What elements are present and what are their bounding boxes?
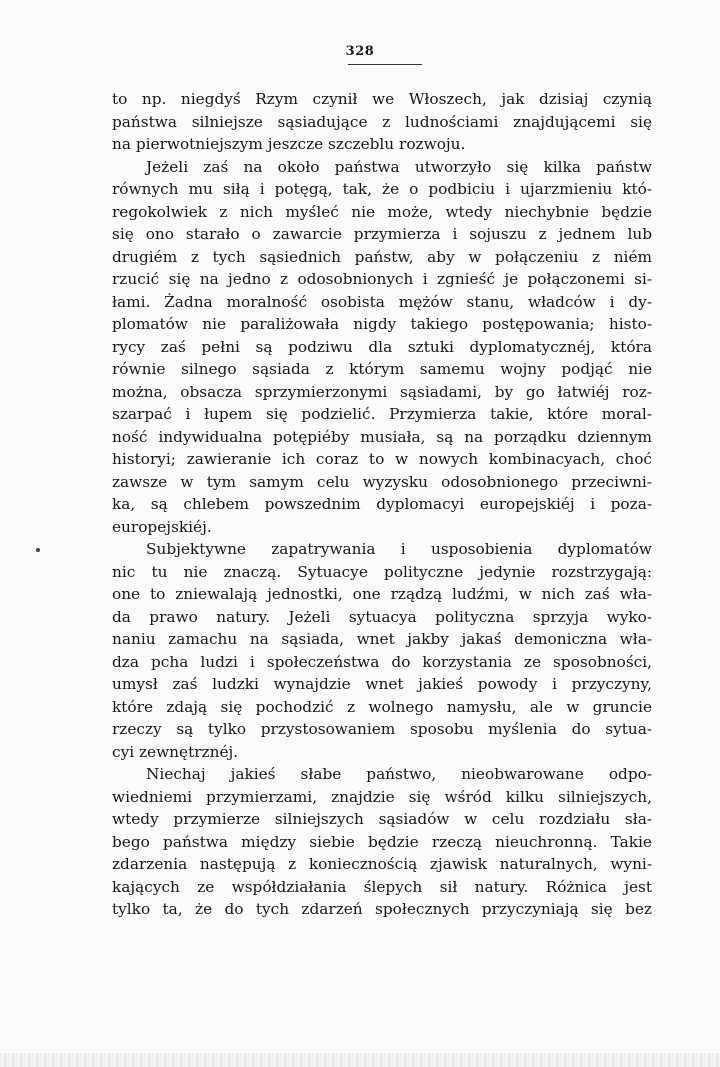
margin-speck (36, 548, 40, 552)
text-line: umysł zaś ludzki wynajdzie wnet jakieś powody i przyczyny, (112, 675, 652, 693)
text-line: to np. niegdyś Rzym czynił we Włoszech, jak dzisiaj czynią (112, 90, 652, 108)
text-line: one to zniewalają jednostki, one rządzą ludźmi, w nich zaś wła- (112, 585, 652, 603)
text-line: europejskiéj. (112, 517, 212, 536)
text-line: łami. Żadna moralność osobista mężów stanu, władców i dy- (112, 292, 652, 311)
paragraph (112, 538, 652, 763)
text-line: regokolwiek z nich myśleć nie może, wtedy niechybnie będzie (112, 202, 652, 221)
text-line: zawsze w tym samym celu wyzysku odosobnionego przeciwni- (112, 472, 652, 491)
text-line: ka, są chlebem powszednim dyplomacyi europejskiéj i poza- (112, 495, 652, 513)
body-text (112, 88, 652, 921)
text-line: da prawo natury. Jeżeli sytuacya polityczna sprzyja wyko- (112, 607, 652, 626)
text-line: rzucić się na jedno z odosobnionych i zgnieść je połączonemi si- (112, 270, 652, 288)
text-line: zdarzenia następują z koniecznością zjawisk naturalnych, wyni- (112, 855, 652, 873)
page-bottom-edge (0, 1053, 720, 1067)
paragraph (112, 156, 652, 539)
text-line: naniu zamachu na sąsiada, wnet jakby jakaś demoniczna wła- (112, 630, 652, 648)
text-line: państwa silniejsze sąsiadujące z ludnościami znajdującemi się (112, 112, 652, 131)
text-line: wtedy przymierze silniejszych sąsiadów w celu rozdziału sła- (112, 810, 652, 828)
text-line: rzeczy są tylko przystosowaniem sposobu myślenia do sytua- (112, 720, 652, 738)
text-line: wiedniemi przymierzami, znajdzie się wśród kilku silniejszych, (112, 787, 652, 806)
text-line: szarpać i łupem się podzielić. Przymierza takie, które moral- (112, 405, 652, 423)
text-line: tylko ta, że do tych zdarzeń społecznych przyczyniają się bez (112, 900, 652, 918)
text-line: plomatów nie paraliżowała nigdy takiego postępowania; histo- (112, 315, 652, 333)
text-line: na pierwotniejszym jeszcze szczeblu rozwoju. (112, 135, 466, 153)
text-line: równych mu siłą i potęgą, tak, że o podbiciu i ujarzmieniu któ- (112, 180, 652, 198)
page-number-rule (348, 64, 422, 65)
text-line: równie silnego sąsiada z którym samemu wojny podjąć nie (112, 360, 652, 378)
page-number: 328 (345, 44, 375, 59)
text-line: nic tu nie znaczą. Sytuacye polityczne jedynie rozstrzygają: (112, 562, 652, 581)
text-line: kających ze współdziałania ślepych sił natury. Różnica jest (112, 877, 652, 896)
text-line: historyi; zawieranie ich coraz to w nowych kombinacyach, choć (112, 450, 652, 468)
text-line: się ono starało o zawarcie przymierza i sojuszu z jednem lub (112, 225, 652, 243)
text-line: dza pcha ludzi i społeczeństwa do korzystania ze sposobności, (112, 652, 652, 671)
text-line: można, obsacza sprzymierzonymi sąsiadami, by go łatwiéj roz- (112, 382, 652, 401)
text-line: rycy zaś pełni są podziwu dla sztuki dyplomatycznéj, która (112, 337, 652, 356)
text-line: Niechaj jakieś słabe państwo, nieobwarowane odpo- (146, 765, 652, 783)
text-line: Jeżeli zaś na około państwa utworzyło się kilka państw (146, 157, 652, 176)
text-line: ność indywidualna potępiéby musiała, są na porządku dziennym (112, 427, 652, 446)
text-line: cyi zewnętrznéj. (112, 742, 239, 761)
paragraph (112, 763, 652, 921)
text-line: bego państwa między siebie będzie rzeczą nieuchronną. Takie (112, 832, 652, 851)
text-line: które zdają się pochodzić z wolnego namysłu, ale w gruncie (112, 697, 652, 716)
text-line: drugiém z tych sąsiednich państw, aby w połączeniu z niém (112, 247, 652, 266)
text-line: Subjektywne zapatrywania i usposobienia dyplomatów (146, 540, 652, 558)
paragraph (112, 88, 652, 156)
